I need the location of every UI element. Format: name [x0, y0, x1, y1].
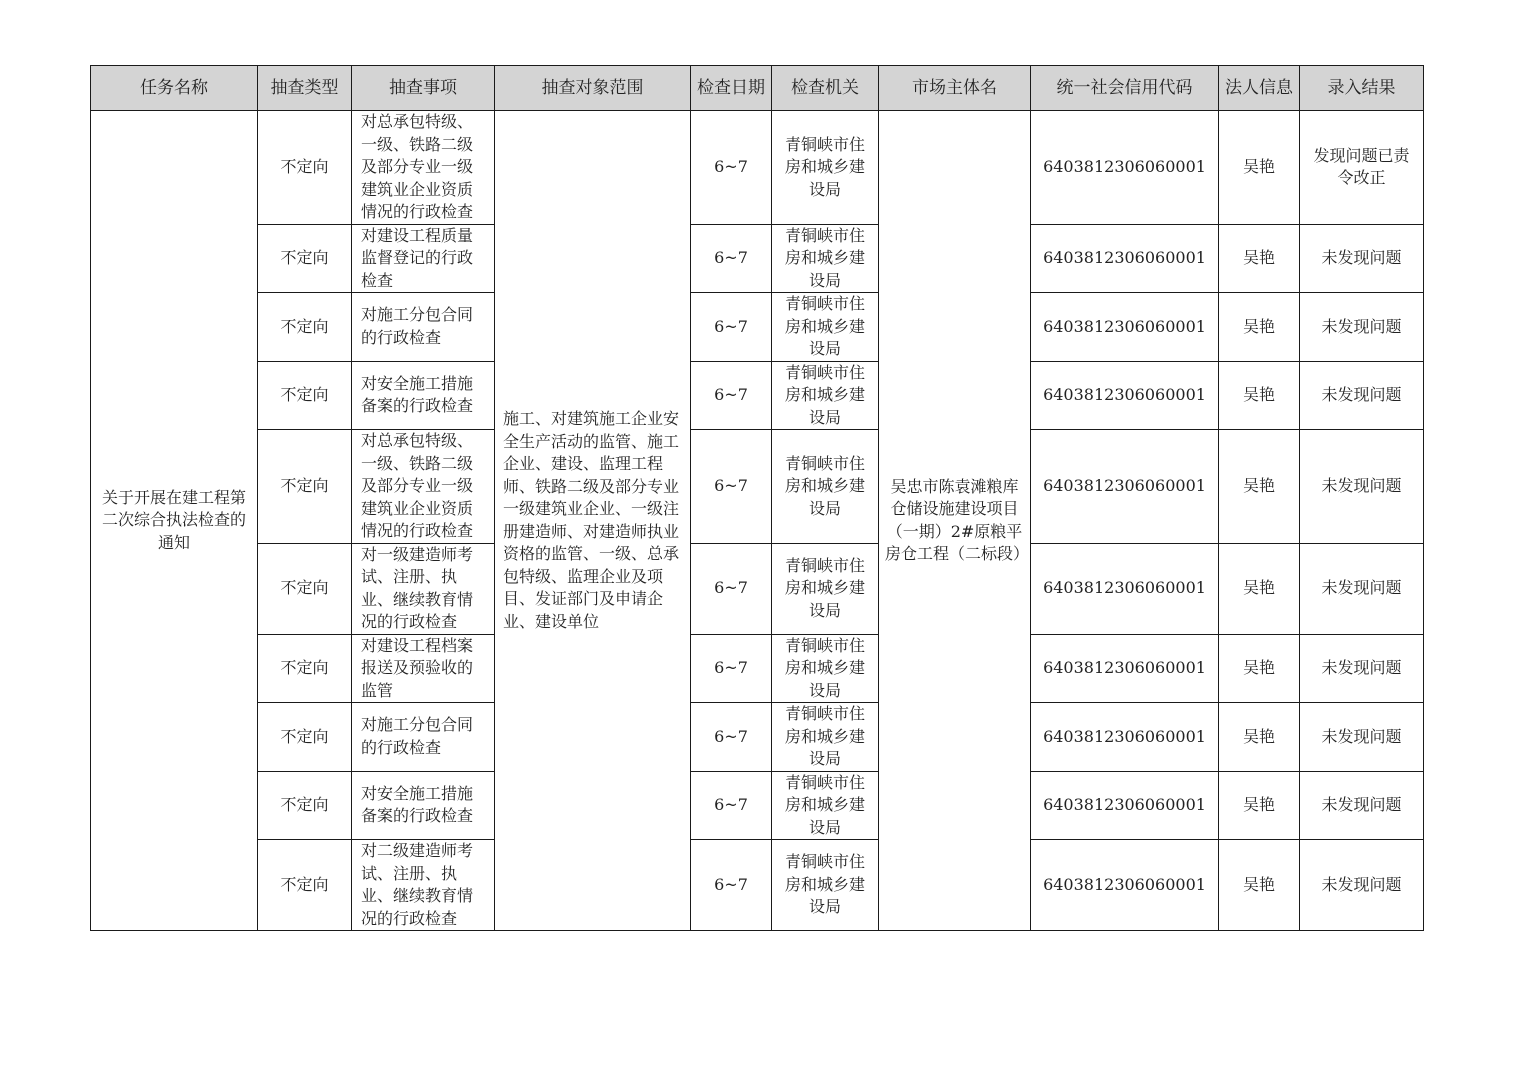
header-legal-person: 法人信息	[1219, 66, 1300, 111]
credit-code-cell: 6403812306060001	[1031, 703, 1219, 772]
date-cell: 6~7	[691, 543, 772, 634]
header-check-type: 抽查类型	[258, 66, 352, 111]
date-cell: 6~7	[691, 111, 772, 225]
legal-person-cell: 吴艳	[1219, 293, 1300, 362]
entity-cell: 吴忠市陈袁滩粮库仓储设施建设项目（一期）2#原粮平房仓工程（二标段）	[879, 111, 1031, 931]
header-task-name: 任务名称	[91, 66, 258, 111]
credit-code-cell: 6403812306060001	[1031, 111, 1219, 225]
credit-code-cell: 6403812306060001	[1031, 430, 1219, 544]
legal-person-cell: 吴艳	[1219, 224, 1300, 293]
credit-code-cell: 6403812306060001	[1031, 224, 1219, 293]
agency-cell: 青铜峡市住房和城乡建设局	[772, 430, 879, 544]
type-cell: 不定向	[258, 703, 352, 772]
table-row	[91, 111, 1424, 225]
type-cell: 不定向	[258, 430, 352, 544]
agency-cell: 青铜峡市住房和城乡建设局	[772, 293, 879, 362]
table-row	[91, 840, 1424, 931]
type-cell: 不定向	[258, 224, 352, 293]
date-cell: 6~7	[691, 634, 772, 703]
table-row	[91, 361, 1424, 430]
credit-code-cell: 6403812306060001	[1031, 771, 1219, 840]
date-cell: 6~7	[691, 224, 772, 293]
result-cell: 未发现问题	[1300, 840, 1424, 931]
date-cell: 6~7	[691, 293, 772, 362]
legal-person-cell: 吴艳	[1219, 111, 1300, 225]
legal-person-cell: 吴艳	[1219, 771, 1300, 840]
result-cell: 未发现问题	[1300, 703, 1424, 772]
table-row	[91, 293, 1424, 362]
result-cell: 发现问题已责令改正	[1300, 111, 1424, 225]
credit-code-cell: 6403812306060001	[1031, 361, 1219, 430]
header-entry-result: 录入结果	[1300, 66, 1424, 111]
header-market-entity: 市场主体名	[879, 66, 1031, 111]
table-row	[91, 703, 1424, 772]
item-cell: 对施工分包合同的行政检查	[352, 293, 495, 362]
item-cell: 对安全施工措施备案的行政检查	[352, 361, 495, 430]
item-cell: 对安全施工措施备案的行政检查	[352, 771, 495, 840]
result-cell: 未发现问题	[1300, 634, 1424, 703]
item-cell: 对总承包特级、一级、铁路二级及部分专业一级建筑业企业资质情况的行政检查	[352, 430, 495, 544]
header-check-date: 检查日期	[691, 66, 772, 111]
date-cell: 6~7	[691, 840, 772, 931]
table-row	[91, 543, 1424, 634]
item-cell: 对建设工程档案报送及预验收的监管	[352, 634, 495, 703]
agency-cell: 青铜峡市住房和城乡建设局	[772, 771, 879, 840]
header-row	[91, 66, 1424, 111]
agency-cell: 青铜峡市住房和城乡建设局	[772, 543, 879, 634]
legal-person-cell: 吴艳	[1219, 840, 1300, 931]
legal-person-cell: 吴艳	[1219, 361, 1300, 430]
credit-code-cell: 6403812306060001	[1031, 840, 1219, 931]
credit-code-cell: 6403812306060001	[1031, 543, 1219, 634]
type-cell: 不定向	[258, 634, 352, 703]
credit-code-cell: 6403812306060001	[1031, 293, 1219, 362]
header-credit-code: 统一社会信用代码	[1031, 66, 1219, 111]
legal-person-cell: 吴艳	[1219, 634, 1300, 703]
inspection-table	[90, 65, 1424, 931]
date-cell: 6~7	[691, 771, 772, 840]
agency-cell: 青铜峡市住房和城乡建设局	[772, 634, 879, 703]
scope-cell: 施工、对建筑施工企业安全生产活动的监管、施工企业、建设、监理工程师、铁路二级及部分专业一级建筑业企业、一级注册建造师、对建造师执业资格的监管、一级、总承包特级、监理企业及项目、发证部门及申请企业、建设单位	[495, 111, 691, 931]
item-cell: 对建设工程质量监督登记的行政检查	[352, 224, 495, 293]
table-row	[91, 224, 1424, 293]
legal-person-cell: 吴艳	[1219, 430, 1300, 544]
item-cell: 对总承包特级、一级、铁路二级及部分专业一级建筑业企业资质情况的行政检查	[352, 111, 495, 225]
table-row	[91, 634, 1424, 703]
agency-cell: 青铜峡市住房和城乡建设局	[772, 840, 879, 931]
type-cell: 不定向	[258, 543, 352, 634]
item-cell: 对一级建造师考试、注册、执业、继续教育情况的行政检查	[352, 543, 495, 634]
table-row	[91, 771, 1424, 840]
agency-cell: 青铜峡市住房和城乡建设局	[772, 111, 879, 225]
task-name-cell: 关于开展在建工程第二次综合执法检查的通知	[91, 111, 258, 931]
credit-code-cell: 6403812306060001	[1031, 634, 1219, 703]
result-cell: 未发现问题	[1300, 771, 1424, 840]
type-cell: 不定向	[258, 111, 352, 225]
date-cell: 6~7	[691, 703, 772, 772]
agency-cell: 青铜峡市住房和城乡建设局	[772, 703, 879, 772]
item-cell: 对施工分包合同的行政检查	[352, 703, 495, 772]
type-cell: 不定向	[258, 361, 352, 430]
result-cell: 未发现问题	[1300, 543, 1424, 634]
result-cell: 未发现问题	[1300, 293, 1424, 362]
result-cell: 未发现问题	[1300, 430, 1424, 544]
type-cell: 不定向	[258, 771, 352, 840]
date-cell: 6~7	[691, 361, 772, 430]
table-row	[91, 430, 1424, 544]
result-cell: 未发现问题	[1300, 224, 1424, 293]
legal-person-cell: 吴艳	[1219, 543, 1300, 634]
legal-person-cell: 吴艳	[1219, 703, 1300, 772]
header-check-scope: 抽查对象范围	[495, 66, 691, 111]
agency-cell: 青铜峡市住房和城乡建设局	[772, 224, 879, 293]
type-cell: 不定向	[258, 840, 352, 931]
type-cell: 不定向	[258, 293, 352, 362]
agency-cell: 青铜峡市住房和城乡建设局	[772, 361, 879, 430]
result-cell: 未发现问题	[1300, 361, 1424, 430]
header-check-item: 抽查事项	[352, 66, 495, 111]
date-cell: 6~7	[691, 430, 772, 544]
header-check-agency: 检查机关	[772, 66, 879, 111]
item-cell: 对二级建造师考试、注册、执业、继续教育情况的行政检查	[352, 840, 495, 931]
